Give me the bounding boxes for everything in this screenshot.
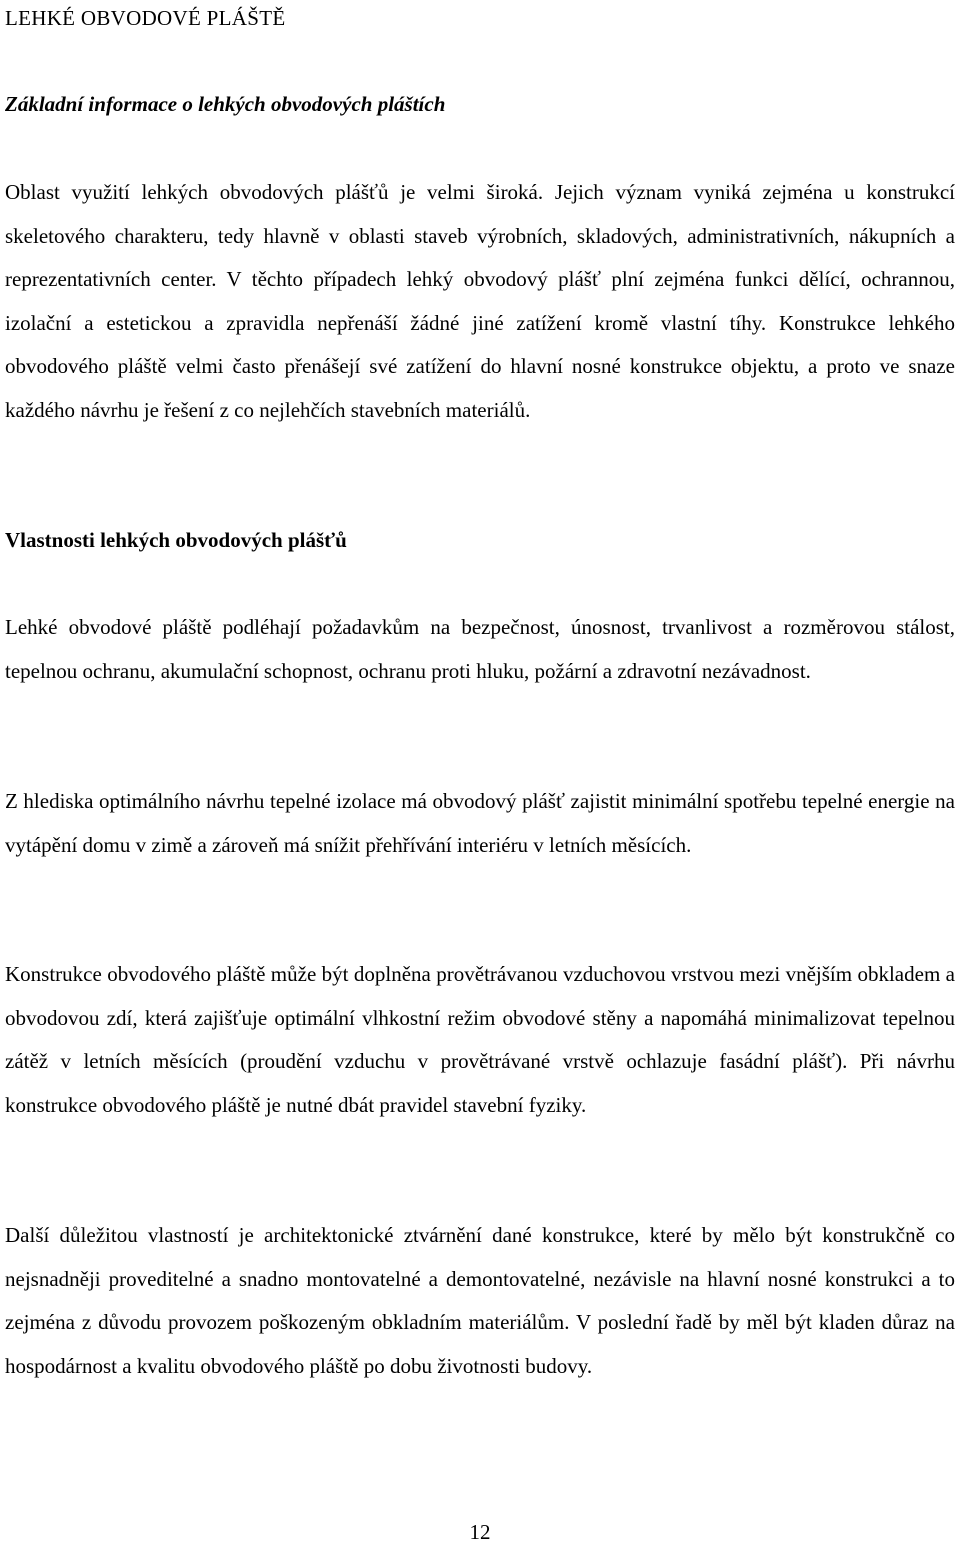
paragraph-ventilated-layer: Konstrukce obvodového pláště může být doplněna provětrávanou vzduchovou vrstvou mezi vnějším obkladem a obvodovou zdí, která zajišťuje optimální vlhkostní režim obvodové stěny a napomáhá minimalizovat tepelnou zátěž v letních měsících (proudění vzduchu v provětrávané vrstvě ochlazuje fasádní plášť). Při návrhu konstrukce obvodového pláště je nutné dbát pravidel stavební fyziky. (5, 962, 955, 1117)
document-title: LEHKÉ OBVODOVÉ PLÁŠTĚ (5, 6, 286, 30)
page-number: 12 (469, 1520, 491, 1544)
paragraph-architectural: Další důležitou vlastností je architektonické ztvárnění dané konstrukce, které by mělo být konstrukčně co nejsnadněji proveditelné a snadno montovatelné a demontovatelné, nezávisle na hlavní nosné konstrukci a to zejména z důvodu provozem poškozeným obkladním materiálům. V poslední řadě by měl být kladen důraz na hospodárnost a kvalitu obvodového pláště po dobu životnosti budovy. (5, 1223, 955, 1378)
section-heading-basic-info: Základní informace o lehkých obvodových pláštích (5, 92, 446, 116)
paragraph-thermal-insulation: Z hlediska optimálního návrhu tepelné izolace má obvodový plášť zajistit minimální spotřebu tepelné energie na vytápění domu v zimě a zároveň má snížit přehřívání interiéru v letních měsících. (5, 789, 955, 857)
paragraph-requirements: Lehké obvodové pláště podléhají požadavkům na bezpečnost, únosnost, trvanlivost a rozměrovou stálost, tepelnou ochranu, akumulační schopnost, ochranu proti hluku, požární a zdravotní nezávadnost. (5, 615, 955, 683)
section-heading-properties: Vlastnosti lehkých obvodových plášťů (5, 528, 347, 552)
paragraph-intro: Oblast využití lehkých obvodových plášťů je velmi široká. Jejich význam vyniká zejména u konstrukcí skeletového charakteru, tedy hlavně v oblasti staveb výrobních, skladových, administrativních, nákupních a reprezentativních center. V těchto případech lehký obvodový plášť plní zejména funkci dělící, ochrannou, izolační a estetickou a zpravidla nepřenáší žádné jiné zatížení kromě vlastní tíhy. Konstrukce lehkého obvodového pláště velmi často přenášejí své zatížení do hlavní nosné konstrukce objektu, a proto ve snaze každého návrhu je řešení z co nejlehčích stavebních materiálů. (5, 180, 955, 422)
